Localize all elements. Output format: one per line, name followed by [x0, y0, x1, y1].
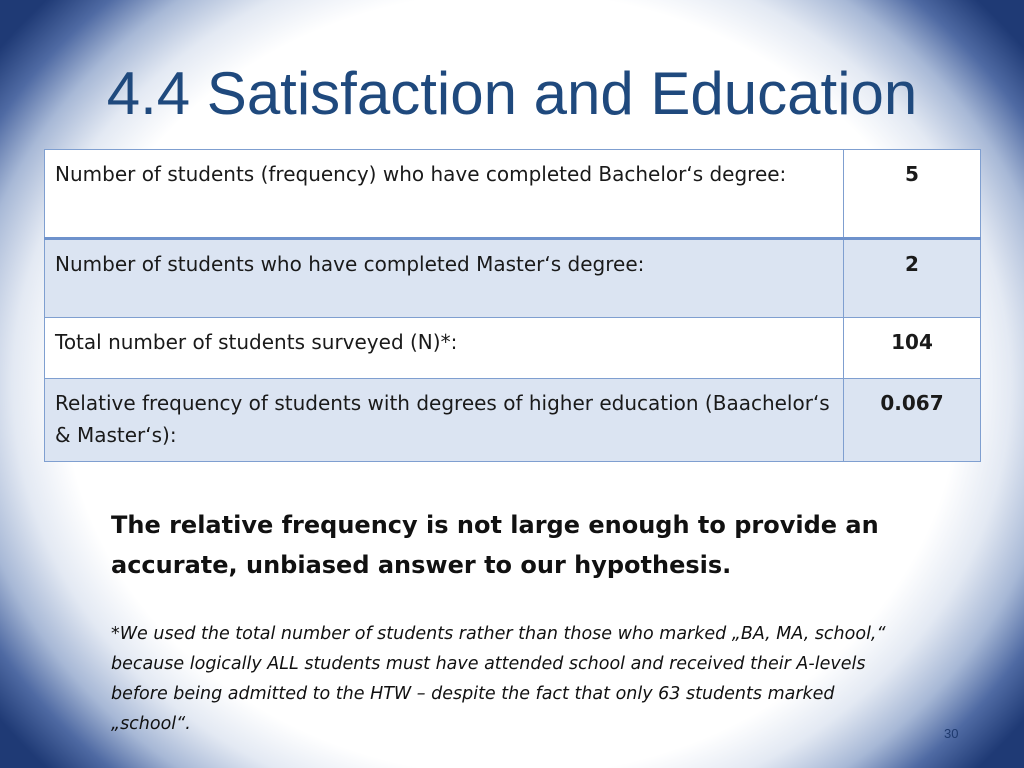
table-cell-value: 5 — [844, 150, 981, 239]
table-cell-label: Relative frequency of students with degrees of higher education (Baachelor‘s & Master‘s): — [45, 379, 844, 462]
conclusion-text: The relative frequency is not large enough to provide an accurate, unbiased answer to our hypothesis. — [111, 511, 879, 579]
footnote-text: *We used the total number of students rather than those who marked „BA, MA, school,“ because logically ALL students must have attended school and received their A-levels before being admitted to the HTW – despite the fact that only 63 students marked „school“. — [111, 624, 886, 734]
page-number: 30 — [944, 726, 959, 741]
table-cell-value: 0.067 — [844, 379, 981, 462]
table-cell-label: Total number of students surveyed (N)*: — [45, 318, 844, 379]
data-table — [44, 149, 981, 462]
table-cell-label: Number of students who have completed Master‘s degree: — [45, 239, 844, 318]
table-cell-value: 2 — [844, 239, 981, 318]
table-row — [45, 318, 981, 379]
slide-title: 4.4 Satisfaction and Education — [106, 60, 918, 127]
table-cell-label: Number of students (frequency) who have completed Bachelor‘s degree: — [45, 150, 844, 239]
table-row — [45, 239, 981, 318]
table-row — [45, 150, 981, 239]
table-cell-value: 104 — [844, 318, 981, 379]
table-row — [45, 379, 981, 462]
